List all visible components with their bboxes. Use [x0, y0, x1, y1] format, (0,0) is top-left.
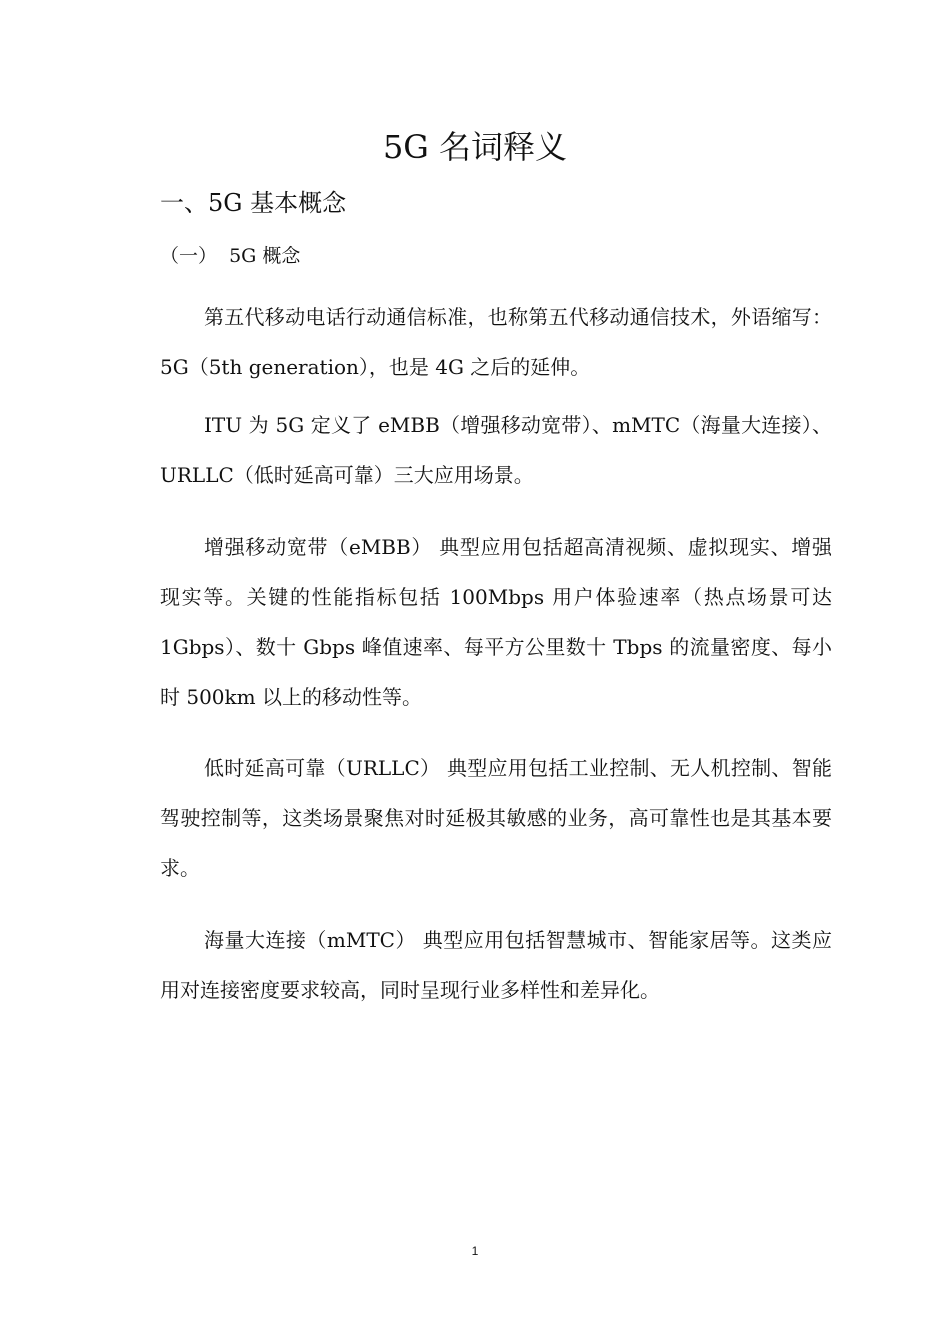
subsection-heading: （一） 5G 概念: [160, 245, 301, 267]
paragraph-itu-scenarios: ITU 为 5G 定义了 eMBB（增强移动宽带）、mMTC（海量大连接）、URLLC（低时延高可靠）三大应用场景。: [160, 413, 832, 487]
paragraph-5g-definition: 第五代移动电话行动通信标准，也称第五代移动通信技术，外语缩写：5G（5th generation），也是 4G 之后的延伸。: [160, 305, 832, 379]
paragraph-urllc: 低时延高可靠（URLLC） 典型应用包括工业控制、无人机控制、智能驾驶控制等，这类场景聚焦对时延极其敏感的业务，高可靠性也是其基本要求。: [160, 756, 832, 880]
section-heading: 一、5G 基本概念: [160, 189, 347, 217]
paragraph-mmtc: 海量大连接（mMTC） 典型应用包括智慧城市、智能家居等。这类应用对连接密度要求较高，同时呈现行业多样性和差异化。: [160, 928, 832, 1002]
paragraph-embb: 增强移动宽带（eMBB） 典型应用包括超高清视频、虚拟现实、增强现实等。关键的性能指标包括 100Mbps 用户体验速率（热点场景可达 1Gbps）、数十 Gbps 峰值速率、每平方公里数十 Tbps 的流量密度、每小时 500km 以上的移动性等。: [160, 535, 832, 709]
document-title: 5G 名词释义: [382, 128, 568, 166]
page-number: 1: [471, 1244, 479, 1258]
